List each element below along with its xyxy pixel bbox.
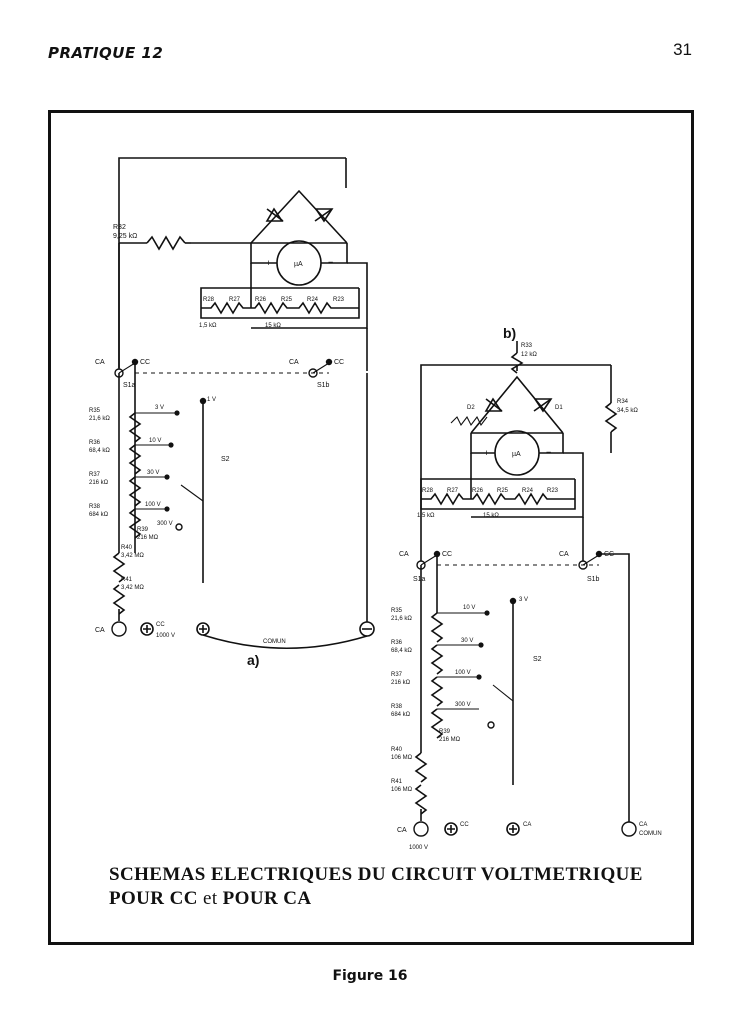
tap-a-10v[interactable] — [168, 442, 173, 447]
caption-line-2-part-b: et — [202, 887, 218, 909]
meter-b-minus: − — [546, 447, 552, 457]
label-a-s2: S2 — [221, 456, 230, 463]
label-b-diode-d1: D1 — [555, 405, 563, 411]
label-b-common-ca: CA — [639, 822, 648, 828]
label-b-terminal-ca: CA — [397, 827, 407, 834]
label-b-R37-ref: R37 — [391, 672, 403, 678]
tap-b-30v[interactable] — [478, 642, 483, 647]
schematic-drawing — [51, 113, 697, 948]
meter-a-symbol: µA — [294, 261, 303, 268]
label-b-R40-value: 106 MΩ — [391, 755, 413, 761]
hv-string-a — [114, 553, 124, 614]
label-b-R26: R26 — [472, 488, 484, 494]
label-a-s1a-dc: CC — [140, 359, 151, 366]
caption-line-2-part-a: POUR CC — [109, 887, 198, 909]
label-b-diode-d2: D2 — [467, 405, 475, 411]
label-a-R35-value: 21,6 kΩ — [89, 416, 110, 422]
label-b-R33-ref: R33 — [521, 343, 533, 349]
label-b-R36-value: 68,4 kΩ — [391, 648, 412, 654]
label-b-terminal-1000v: 1000 V — [409, 845, 429, 851]
caption-line-2-part-c: POUR CA — [222, 887, 312, 909]
meter-a-plus: + — [266, 258, 272, 268]
diagram-a-group — [89, 158, 374, 668]
tap-a-3v[interactable] — [174, 410, 179, 415]
label-b-R38-ref: R38 — [391, 704, 403, 710]
tap-b-10v[interactable] — [484, 610, 489, 615]
label-a-R40-value: 3,42 MΩ — [121, 553, 144, 559]
diode-a-right — [315, 209, 332, 221]
figure-label: Figure 16 — [332, 968, 408, 984]
label-b-terminal-cc: CC — [460, 822, 469, 828]
label-b-terminal-ca2: CA — [523, 822, 532, 828]
tap-a-300v[interactable] — [176, 524, 182, 530]
figure-frame — [48, 110, 694, 945]
shunt-chain-b — [421, 479, 575, 509]
figure-caption — [109, 863, 709, 911]
label-b-R41-value: 106 MΩ — [391, 787, 413, 793]
label-b-s1b-ac: CA — [559, 551, 569, 558]
terminal-a-ca[interactable] — [112, 622, 126, 636]
label-b-R40-ref: R40 — [391, 747, 403, 753]
label-a-s1b-dc: CC — [334, 359, 345, 366]
label-b-s1a-dc: CC — [442, 551, 453, 558]
label-a-terminal-1000v: 1000 V — [156, 633, 176, 639]
page-header-title: PRATIQUE 12 — [48, 44, 164, 62]
label-b-range-300v: 300 V — [455, 702, 471, 708]
label-a-R26: R26 — [255, 297, 267, 303]
terminal-b-common[interactable] — [622, 822, 636, 836]
label-b-range-3v: 3 V — [519, 597, 529, 603]
label-a-R39-value: 216 MΩ — [137, 535, 159, 541]
label-a-s1b-ac: CA — [289, 359, 299, 366]
meter-a-minus: − — [328, 257, 334, 267]
label-b-R39-ref: R39 — [439, 729, 451, 735]
label-b-shunt-left-value: 1,5 kΩ — [417, 513, 435, 519]
tap-a-100v[interactable] — [164, 506, 169, 511]
panel-label-a: a) — [247, 652, 260, 668]
label-b-R38-value: 684 kΩ — [391, 712, 411, 718]
label-b-R25: R25 — [497, 488, 509, 494]
diode-b-left — [486, 399, 502, 411]
label-a-common: COMUN — [263, 639, 286, 645]
label-a-R38-ref: R38 — [89, 504, 101, 510]
label-b-R35-value: 21,6 kΩ — [391, 616, 412, 622]
label-b-R39-value: 216 MΩ — [439, 737, 461, 743]
meter-b-symbol: µA — [512, 451, 521, 458]
label-a-R36-value: 68,4 kΩ — [89, 448, 110, 454]
label-a-R35-ref: R35 — [89, 408, 101, 414]
label-a-range-3v: 3 V — [155, 405, 165, 411]
label-a-R37-value: 216 kΩ — [89, 480, 109, 486]
label-a-range-1v: 1 V — [207, 397, 217, 403]
label-a-R28: R28 — [203, 297, 215, 303]
tap-b-extra[interactable] — [488, 722, 494, 728]
caption-line-2 — [109, 887, 709, 911]
label-a-R27: R27 — [229, 297, 241, 303]
caption-line-1: SCHEMAS ELECTRIQUES DU CIRCUIT VOLTMETRIQUE — [109, 864, 643, 885]
label-a-s1a: S1a — [123, 382, 136, 389]
label-a-R32-ref: R32 — [113, 224, 126, 231]
hv-string-b — [416, 753, 426, 814]
tap-b-100v[interactable] — [476, 674, 481, 679]
label-b-R35-ref: R35 — [391, 608, 403, 614]
label-b-R34-value: 34,5 kΩ — [617, 408, 638, 414]
label-a-R41-value: 3,42 MΩ — [121, 585, 144, 591]
label-a-R23: R23 — [333, 297, 345, 303]
label-a-s1a-ac: CA — [95, 359, 105, 366]
label-a-R37-ref: R37 — [89, 472, 101, 478]
label-a-R39-ref: R39 — [137, 527, 149, 533]
tap-a-30v[interactable] — [164, 474, 169, 479]
label-b-s1b: S1b — [587, 576, 600, 583]
page-number: 31 — [673, 40, 692, 59]
resistor-b-R34 — [606, 403, 616, 453]
label-b-R23: R23 — [547, 488, 559, 494]
label-b-R33-value: 12 kΩ — [521, 352, 537, 358]
diagram-b-group — [391, 325, 662, 851]
label-b-R41-ref: R41 — [391, 779, 403, 785]
label-a-R32-value: 9,25 kΩ — [113, 233, 138, 240]
label-a-shunt-bottom-value: 15 kΩ — [265, 323, 281, 329]
label-a-s1b: S1b — [317, 382, 330, 389]
label-a-range-10v: 10 V — [149, 438, 162, 444]
label-b-R27: R27 — [447, 488, 459, 494]
meter-b-plus: + — [484, 448, 490, 458]
label-b-R24: R24 — [522, 488, 534, 494]
label-b-s2: S2 — [533, 656, 542, 663]
label-a-R25: R25 — [281, 297, 293, 303]
label-b-R34-ref: R34 — [617, 399, 629, 405]
diode-b-right — [534, 399, 551, 411]
label-a-R41-ref: R41 — [121, 577, 133, 583]
label-b-s1a-ac: CA — [399, 551, 409, 558]
label-a-R40-ref: R40 — [121, 545, 133, 551]
label-b-shunt-bottom-value: 15 kΩ — [483, 513, 499, 519]
label-b-s1b-dc: CC — [604, 551, 615, 558]
panel-label-b: b) — [503, 325, 517, 341]
label-b-range-30v: 30 V — [461, 638, 474, 644]
label-a-terminal-cc: CC — [156, 622, 165, 628]
shunt-chain-a — [201, 288, 359, 318]
label-a-terminal-ca: CA — [95, 627, 105, 634]
label-b-range-10v: 10 V — [463, 605, 476, 611]
label-b-R37-value: 216 kΩ — [391, 680, 411, 686]
label-b-common: COMUN — [639, 831, 662, 837]
label-b-s1a: S1a — [413, 576, 426, 583]
label-a-shunt-left-value: 1,5 kΩ — [199, 323, 217, 329]
label-b-R28: R28 — [422, 488, 434, 494]
label-a-range-300v: 300 V — [157, 521, 173, 527]
terminal-b-ca[interactable] — [414, 822, 428, 836]
label-a-R24: R24 — [307, 297, 319, 303]
label-b-range-100v: 100 V — [455, 670, 471, 676]
label-a-R36-ref: R36 — [89, 440, 101, 446]
label-a-range-30v: 30 V — [147, 470, 160, 476]
divider-b — [432, 613, 442, 738]
label-b-R36-ref: R36 — [391, 640, 403, 646]
label-a-range-100v: 100 V — [145, 502, 161, 508]
label-a-R38-value: 684 kΩ — [89, 512, 109, 518]
